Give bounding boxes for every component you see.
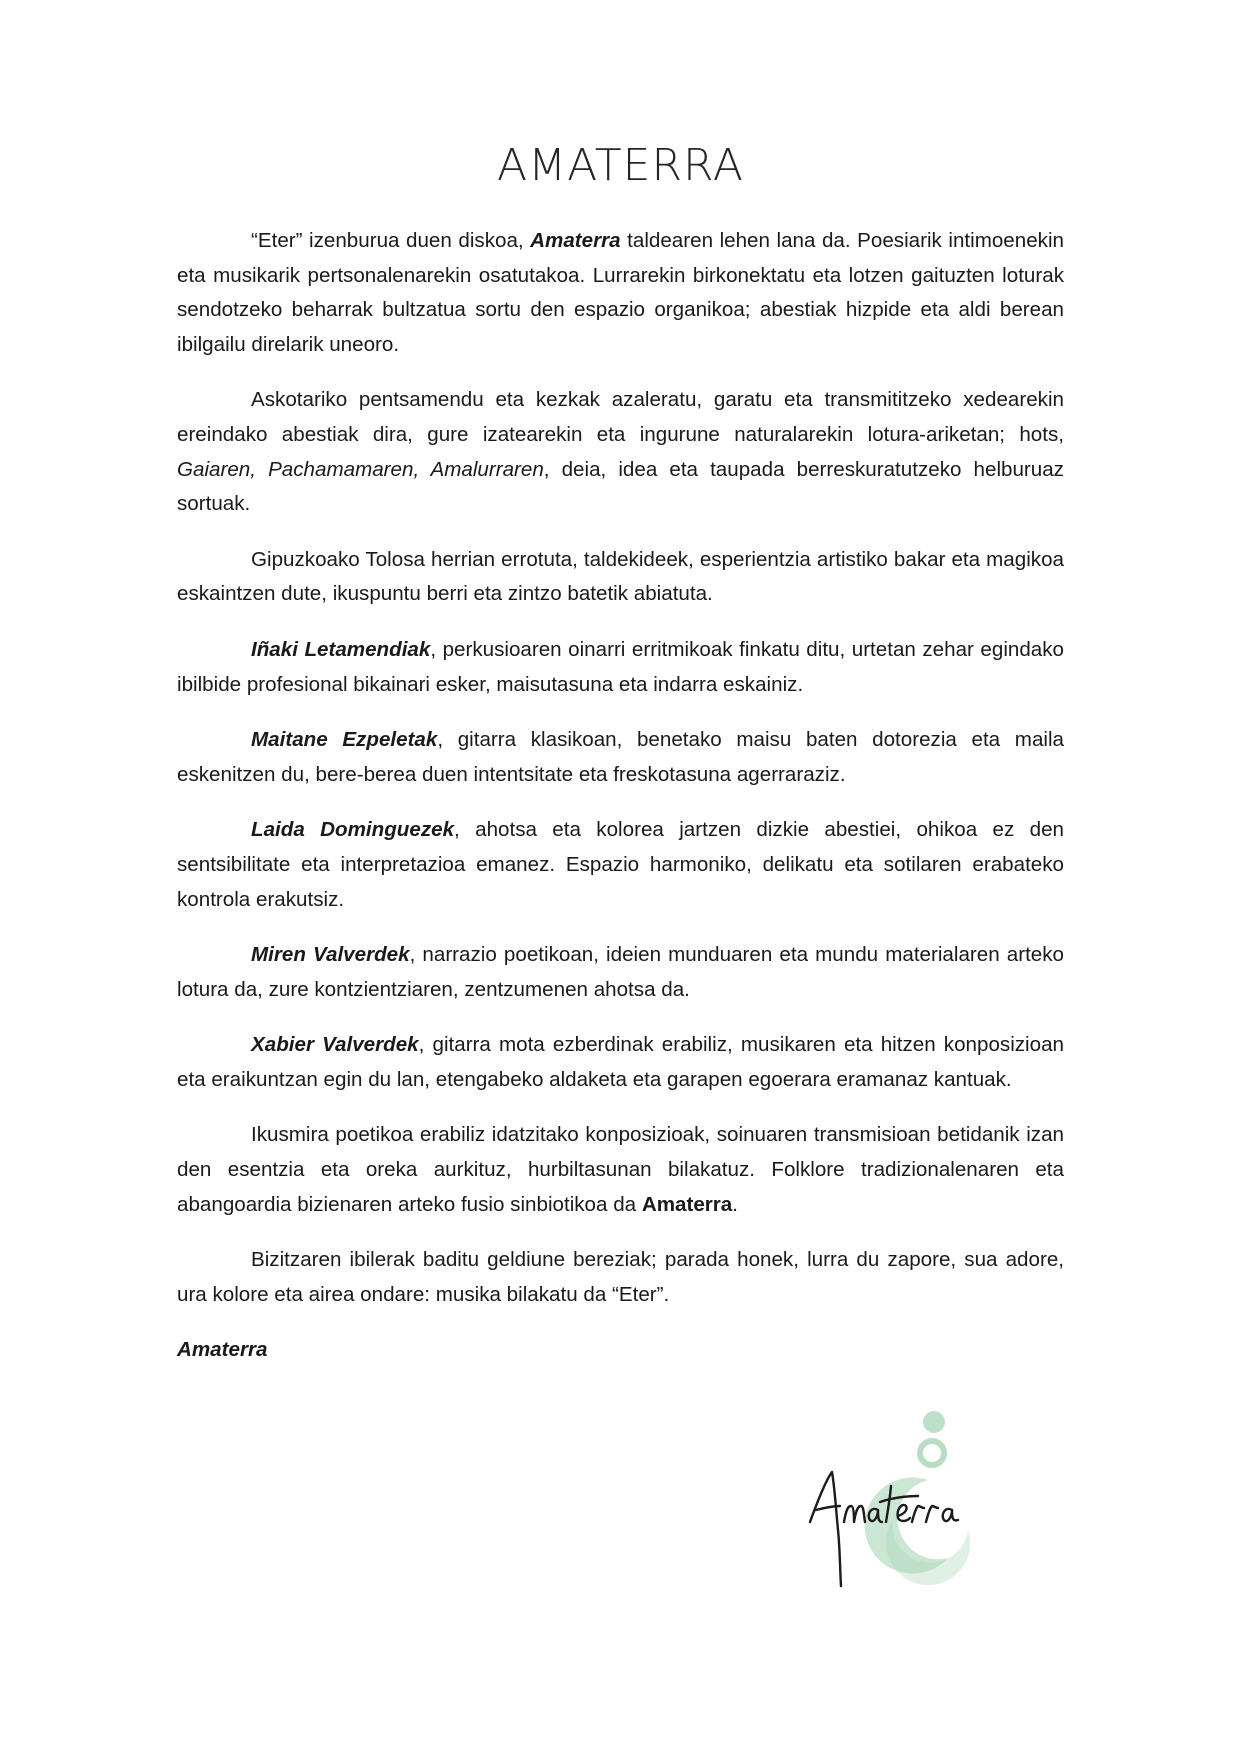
body-paragraph — [177, 1243, 1064, 1312]
body-paragraph — [177, 1028, 1064, 1097]
body-paragraph — [177, 383, 1064, 521]
paragraph-text: , deia, idea eta taupada berreskuratutzeko helburuaz sortuak. — [177, 457, 1064, 516]
paragraph-text: , ahotsa eta kolorea jartzen dizkie abestiei, ohikoa ez den sentsibilitate eta interpretazioa emanez. Espazio harmoniko, delikatu eta sotilaren erabateko kontrola erakutsiz. — [177, 818, 1064, 911]
logo-ring — [920, 1441, 944, 1465]
body-paragraph — [177, 813, 1064, 917]
paragraph-text: , gitarra klasikoan, benetako maisu baten dotorezia eta maila eskenitzen du, bere-berea duen intentsitate eta freskotasuna agerraraziz. — [177, 728, 1064, 786]
emphasis-text: Gaiaren, Pachamamaren, Amalurraren — [177, 457, 544, 481]
paragraph-text: “Eter” izenburua duen diskoa, — [251, 229, 531, 252]
body-paragraph — [177, 723, 1064, 792]
emphasis-text: Amaterra — [641, 1192, 733, 1216]
paragraph-text: Gipuzkoako Tolosa herrian errotuta, taldekideek, esperientzia artistiko bakar eta magikoa eskaintzen dute, ikuspuntu berri eta zintzo batetik abiatuta. — [177, 547, 1064, 606]
amaterra-logo — [808, 1410, 1018, 1595]
document-body — [177, 224, 1064, 1368]
paragraph-text: Ikusmira poetikoa erabiliz idatzitako konposizioak, soinuaren transmisioan betidanik izan den esentzia eta oreka aurkituz, hurbiltasunan bilakatuz. Folklore tradizionalenaren eta abangoardia bizienaren arteko fusio sinbiotikoa da — [177, 1123, 1064, 1216]
emphasis-text: Amaterra — [530, 229, 621, 252]
body-paragraph — [177, 543, 1064, 612]
paragraph-text: , gitarra mota ezberdinak erabiliz, musikaren eta hitzen konposizioan eta eraikuntzan egin du lan, etengabeko aldaketa eta garapen egoerara eramanaz kantuak. — [177, 1033, 1064, 1091]
paragraph-text: taldearen lehen lana da. Poesiarik intimoenekin eta musikarik pertsonalenarekin osatutakoa. Lurrarekin birkonektatu eta lotzen gaituzten loturak sendotzeko beharrak bultzatua sortu den espazio organikoa; abestiak hizpide eta aldi berean ibilgailu direlarik uneoro. — [177, 229, 1064, 356]
paragraph-text: Bizitzaren ibilerak baditu geldiune bereziak; parada honek, lurra du zapore, sua adore, ura kolore eta airea ondare: musika bilakatu da “Eter”. — [177, 1248, 1064, 1306]
emphasis-text: Laida Dominguezek — [251, 818, 455, 842]
signature: Amaterra — [177, 1338, 268, 1362]
paragraph-text: , narrazio poetikoan, ideien munduaren eta mundu materialaren arteko lotura da, zure kontzientziaren, zentzumenen ahotsa da. — [177, 943, 1065, 1001]
body-paragraph — [177, 224, 1064, 362]
body-paragraph — [177, 633, 1064, 702]
paragraph-text: , perkusioaren oinarri erritmikoak finkatu ditu, urtetan zehar egindako ibilbide profesional bikainari esker, maisutasuna eta indarra eskainiz. — [177, 637, 1064, 696]
document-title: AMATERRA — [497, 140, 744, 191]
paragraph-text: . — [732, 1192, 738, 1216]
emphasis-text: Miren Valverdek — [251, 943, 410, 967]
logo-dot — [923, 1411, 945, 1433]
paragraph-text: Askotariko pentsamendu eta kezkak azaleratu, garatu eta transmititzeko xedearekin ereindako abestiak dira, gure izatearekin eta ingurune naturalarekin lotura-ariketan; hots, — [177, 388, 1064, 446]
emphasis-text: Xabier Valverdek — [251, 1033, 419, 1057]
body-paragraph — [177, 938, 1064, 1007]
body-paragraph — [177, 1118, 1064, 1222]
emphasis-text: Iñaki Letamendiak — [251, 637, 431, 661]
emphasis-text: Maitane Ezpeletak — [251, 728, 438, 752]
